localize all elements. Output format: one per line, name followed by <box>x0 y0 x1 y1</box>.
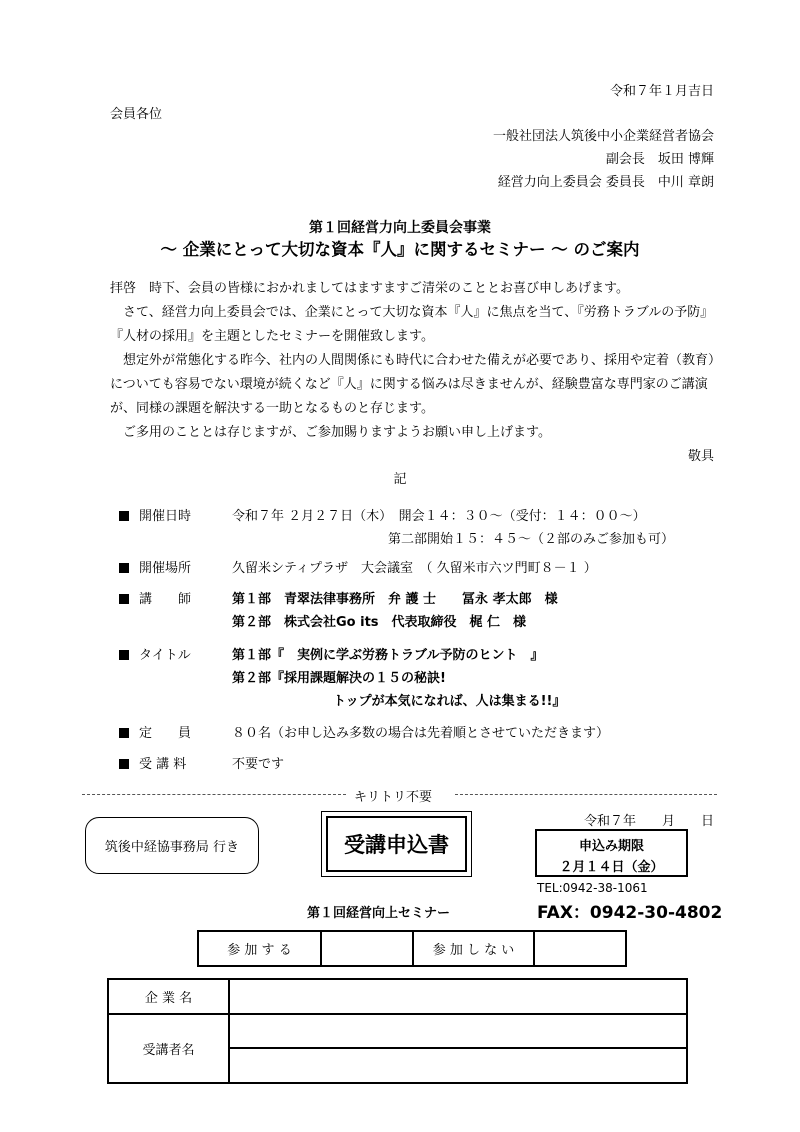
sender-org: 一般社団法人筑後中小企業経営者協会 <box>492 129 714 144</box>
bullet-square-icon <box>119 650 129 660</box>
bullet-square-icon <box>119 728 129 738</box>
tel-number: TEL:0942-38-1061 <box>537 881 648 895</box>
talk-title-part2-subtitle: トップが本気になれば、人は集まる!!』 <box>333 694 566 709</box>
cutline-right <box>455 794 717 795</box>
talk-title-part1: 第１部『 実例に学ぶ労務トラブル予防のヒント 』 <box>232 648 544 663</box>
recipient: 会員各位 <box>110 107 163 122</box>
cutline-left <box>82 794 346 795</box>
company-field[interactable] <box>230 980 686 1015</box>
sender-committee-chair: 経営力向上委員会 委員長 中川 章朗 <box>497 175 714 190</box>
lecturer-part2: 第２部 株式会社Go its 代表取締役 梶 仁 様 <box>232 615 527 630</box>
venue-label: 開催場所 <box>119 557 191 576</box>
form-date: 令和７年 月 日 <box>583 814 714 829</box>
attendee-label: 受講者名 <box>109 1015 230 1082</box>
application-title: 受講申込書 <box>326 816 467 872</box>
lecturer-part1: 第１部 青翠法律事務所 弁 護 士 冨永 孝太郎 様 <box>232 592 558 607</box>
venue-value: 久留米シティプラザ 大会議室 （ 久留米市六ツ門町８－１ ） <box>232 561 597 576</box>
fee-value: 不要です <box>232 757 285 772</box>
deadline-value: ２月１４日（金） <box>559 860 664 875</box>
not-attend-checkbox[interactable] <box>535 932 625 965</box>
date-value: 令和７年 ２月２７日（木） 開会１４：３０～（受付：１４：００～） <box>232 509 646 524</box>
intro-paragraph: さて、経営力向上委員会では、企業にとって大切な資本『人』に焦点を当て、『労務トラブルの予防』『人材の採用』を主題としたセミナーを開催致します。 <box>110 305 714 344</box>
lecturer-label: 講 師 <box>119 588 191 607</box>
date-label: 開催日時 <box>119 505 191 524</box>
title-label: タイトル <box>119 644 191 663</box>
event-title: 第１回経営力向上委員会事業 <box>309 220 491 236</box>
cutline-label: キリトリ不要 <box>354 790 433 805</box>
greeting-paragraph: 拝啓 時下、会員の皆様におかれましてはますますご清栄のこととお喜び申しあげます。 <box>110 281 629 296</box>
attendee-field-2[interactable] <box>230 1049 686 1082</box>
ki-mark: 記 <box>393 472 407 487</box>
background-paragraph: 想定外が常態化する昨今、社内の人間関係にも時代に合わせた備えが必要であり、採用や定着（教育）についても容易でない環境が続くなど『人』に関する悩みは尽きませんが、経験豊富な専門家のご講演が、同様の課題を解決する一助となるものと存じます。 <box>110 353 715 416</box>
bullet-square-icon <box>119 594 129 604</box>
destination-box: 筑後中経協事務局 行き <box>85 817 259 874</box>
not-attend-label: 参 加 し な い <box>414 932 535 965</box>
registration-table <box>107 978 688 1084</box>
bullet-square-icon <box>119 563 129 573</box>
seminar-title: ～ 企業にとって大切な資本『人』に関するセミナー ～ のご案内 <box>160 240 640 259</box>
talk-title-part2: 第２部『採用課題解決の１５の秘訣! <box>232 671 446 686</box>
fee-label: 受 講 料 <box>119 753 186 772</box>
fax-number: FAX：0942-30-4802 <box>537 903 723 923</box>
seminar-name: 第１回経営向上セミナー <box>307 906 451 921</box>
request-paragraph: ご多用のこととは存じますが、ご参加賜りますようお願い申し上げます。 <box>110 425 551 440</box>
bullet-square-icon <box>119 759 129 769</box>
attendance-row <box>197 930 627 967</box>
capacity-label: 定 員 <box>119 722 191 741</box>
attendee-field-1[interactable] <box>230 1015 686 1049</box>
bullet-square-icon <box>119 511 129 521</box>
deadline-label: 申込み期限 <box>578 839 644 854</box>
deadline-box <box>535 829 688 877</box>
closing: 敬具 <box>687 449 714 464</box>
date-value-part2: 第二部開始１５：４５～（２部のみご参加も可） <box>388 532 675 547</box>
attend-checkbox[interactable] <box>322 932 414 965</box>
letter-date: 令和７年１月吉日 <box>609 84 714 99</box>
company-label: 企 業 名 <box>109 980 230 1015</box>
sender-vice-president: 副会長 坂田 博輝 <box>605 152 714 167</box>
application-title-frame <box>321 811 472 877</box>
attend-label: 参 加 す る <box>199 932 322 965</box>
capacity-value: ８０名（お申し込み多数の場合は先着順とさせていただきます） <box>232 726 610 741</box>
